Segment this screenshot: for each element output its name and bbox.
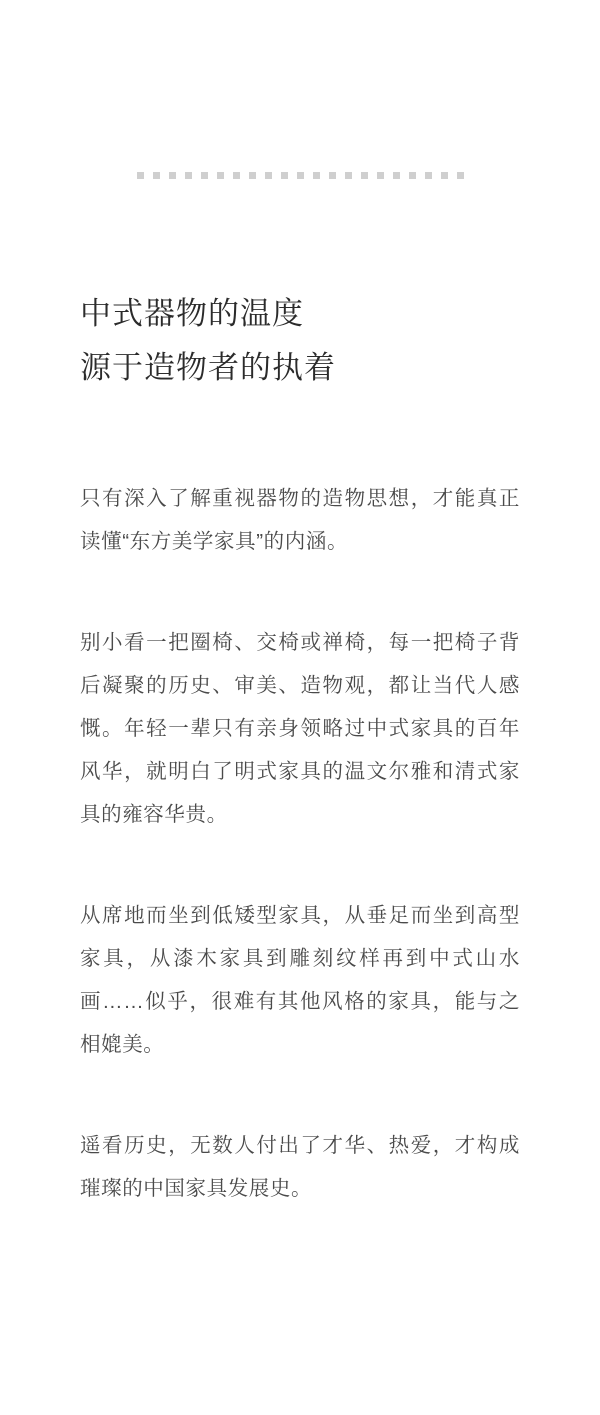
- body-paragraph: 只有深入了解重视器物的造物思想，才能真正读懂“东方美学家具”的内涵。: [80, 487, 520, 553]
- divider-dot: [281, 172, 288, 179]
- page-title-line-1: 中式器物的温度: [80, 296, 304, 331]
- divider-dot: [297, 172, 304, 179]
- dotted-divider-icon: [80, 0, 520, 179]
- page-title: [80, 287, 520, 395]
- divider-dot: [441, 172, 448, 179]
- divider-dot: [361, 172, 368, 179]
- divider-dot: [233, 172, 240, 179]
- divider-dot: [345, 172, 352, 179]
- divider-dot: [409, 172, 416, 179]
- divider-dot: [153, 172, 160, 179]
- divider-dot: [377, 172, 384, 179]
- divider-dot: [137, 172, 144, 179]
- divider-dot: [217, 172, 224, 179]
- divider-dot: [313, 172, 320, 179]
- divider-dot: [329, 172, 336, 179]
- divider-dot: [457, 172, 464, 179]
- divider-dot: [265, 172, 272, 179]
- divider-dot: [425, 172, 432, 179]
- body-paragraph: 遥看历史，无数人付出了才华、热爱，才构成璀璨的中国家具发展史。: [80, 1134, 520, 1200]
- body-paragraph: 别小看一把圈椅、交椅或禅椅，每一把椅子背后凝聚的历史、审美、造物观，都让当代人感慨。年轻一辈只有亲身领略过中式家具的百年风华，就明白了明式家具的温文尔雅和清式家具的雍容华贵。: [80, 631, 520, 826]
- divider-dot: [169, 172, 176, 179]
- article-body: [80, 477, 520, 1210]
- divider-dot: [393, 172, 400, 179]
- page-title-line-2: 源于造物者的执着: [80, 350, 336, 385]
- body-paragraph: 从席地而坐到低矮型家具，从垂足而坐到高型家具，从漆木家具到雕刻纹样再到中式山水画……似乎，很难有其他风格的家具，能与之相媲美。: [80, 904, 520, 1056]
- divider-dot: [249, 172, 256, 179]
- divider-dot: [201, 172, 208, 179]
- divider-dot: [185, 172, 192, 179]
